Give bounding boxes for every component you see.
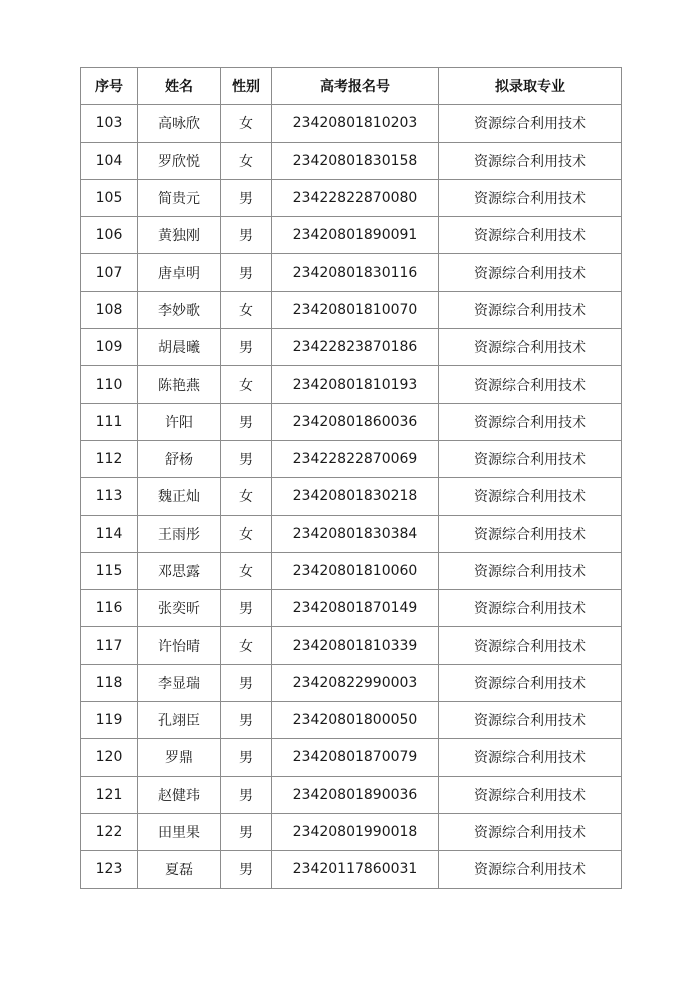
cell-serial-no: 109	[81, 329, 138, 366]
cell-major: 资源综合利用技术	[439, 142, 622, 179]
cell-major: 资源综合利用技术	[439, 179, 622, 216]
cell-major: 资源综合利用技术	[439, 515, 622, 552]
cell-serial-no: 121	[81, 776, 138, 813]
cell-serial-no: 111	[81, 403, 138, 440]
cell-major: 资源综合利用技术	[439, 478, 622, 515]
cell-major: 资源综合利用技术	[439, 739, 622, 776]
table-row	[81, 515, 622, 552]
cell-exam-id: 23422822870069	[272, 440, 439, 477]
cell-gender: 男	[221, 851, 272, 888]
cell-serial-no: 106	[81, 217, 138, 254]
table-row	[81, 739, 622, 776]
cell-name: 唐卓明	[138, 254, 221, 291]
cell-exam-id: 23420801810070	[272, 291, 439, 328]
table-body	[81, 105, 622, 888]
cell-serial-no: 103	[81, 105, 138, 142]
cell-major: 资源综合利用技术	[439, 403, 622, 440]
cell-major: 资源综合利用技术	[439, 813, 622, 850]
cell-serial-no: 119	[81, 702, 138, 739]
cell-serial-no: 114	[81, 515, 138, 552]
cell-name: 罗鼎	[138, 739, 221, 776]
cell-serial-no: 110	[81, 366, 138, 403]
cell-name: 田里果	[138, 813, 221, 850]
cell-exam-id: 23420801830384	[272, 515, 439, 552]
cell-gender: 女	[221, 142, 272, 179]
cell-name: 王雨彤	[138, 515, 221, 552]
cell-exam-id: 23420801860036	[272, 403, 439, 440]
cell-serial-no: 112	[81, 440, 138, 477]
table-header-row	[81, 68, 622, 105]
cell-major: 资源综合利用技术	[439, 254, 622, 291]
header-name: 姓名	[138, 68, 221, 105]
cell-exam-id: 23420801810060	[272, 552, 439, 589]
cell-major: 资源综合利用技术	[439, 664, 622, 701]
cell-exam-id: 23420822990003	[272, 664, 439, 701]
cell-serial-no: 117	[81, 627, 138, 664]
table-row	[81, 664, 622, 701]
cell-serial-no: 108	[81, 291, 138, 328]
cell-serial-no: 105	[81, 179, 138, 216]
header-gender: 性别	[221, 68, 272, 105]
table-row	[81, 590, 622, 627]
cell-major: 资源综合利用技术	[439, 776, 622, 813]
cell-gender: 女	[221, 366, 272, 403]
table-row	[81, 813, 622, 850]
cell-gender: 女	[221, 552, 272, 589]
cell-serial-no: 120	[81, 739, 138, 776]
cell-name: 李显瑞	[138, 664, 221, 701]
cell-major: 资源综合利用技术	[439, 702, 622, 739]
cell-serial-no: 113	[81, 478, 138, 515]
cell-gender: 男	[221, 179, 272, 216]
cell-major: 资源综合利用技术	[439, 366, 622, 403]
cell-major: 资源综合利用技术	[439, 552, 622, 589]
cell-name: 舒杨	[138, 440, 221, 477]
table-row	[81, 776, 622, 813]
cell-serial-no: 115	[81, 552, 138, 589]
cell-exam-id: 23420801890091	[272, 217, 439, 254]
cell-major: 资源综合利用技术	[439, 217, 622, 254]
cell-serial-no: 123	[81, 851, 138, 888]
admission-roster-table	[80, 67, 622, 889]
cell-name: 张奕昕	[138, 590, 221, 627]
cell-exam-id: 23420801800050	[272, 702, 439, 739]
cell-name: 黄独刚	[138, 217, 221, 254]
cell-exam-id: 23420801810339	[272, 627, 439, 664]
cell-gender: 男	[221, 776, 272, 813]
cell-exam-id: 23420801830218	[272, 478, 439, 515]
table-row	[81, 440, 622, 477]
cell-major: 资源综合利用技术	[439, 627, 622, 664]
cell-exam-id: 23422823870186	[272, 329, 439, 366]
table-row	[81, 403, 622, 440]
cell-gender: 男	[221, 739, 272, 776]
cell-major: 资源综合利用技术	[439, 105, 622, 142]
table-row	[81, 851, 622, 888]
table-row	[81, 702, 622, 739]
cell-gender: 女	[221, 105, 272, 142]
cell-gender: 男	[221, 702, 272, 739]
cell-gender: 女	[221, 478, 272, 515]
table-row	[81, 179, 622, 216]
table-row	[81, 291, 622, 328]
cell-name: 许怡晴	[138, 627, 221, 664]
cell-name: 魏正灿	[138, 478, 221, 515]
cell-major: 资源综合利用技术	[439, 329, 622, 366]
cell-name: 胡晨曦	[138, 329, 221, 366]
cell-exam-id: 23420801990018	[272, 813, 439, 850]
cell-gender: 男	[221, 440, 272, 477]
cell-exam-id: 23420801870149	[272, 590, 439, 627]
cell-gender: 男	[221, 664, 272, 701]
header-serial-no: 序号	[81, 68, 138, 105]
cell-name: 夏磊	[138, 851, 221, 888]
cell-name: 高咏欣	[138, 105, 221, 142]
cell-exam-id: 23420801870079	[272, 739, 439, 776]
cell-exam-id: 23420801890036	[272, 776, 439, 813]
cell-exam-id: 23420117860031	[272, 851, 439, 888]
cell-serial-no: 118	[81, 664, 138, 701]
cell-name: 赵健玮	[138, 776, 221, 813]
cell-exam-id: 23420801810193	[272, 366, 439, 403]
cell-name: 邓思露	[138, 552, 221, 589]
table-row	[81, 627, 622, 664]
cell-gender: 女	[221, 515, 272, 552]
cell-serial-no: 104	[81, 142, 138, 179]
cell-serial-no: 116	[81, 590, 138, 627]
cell-exam-id: 23420801830158	[272, 142, 439, 179]
cell-name: 许阳	[138, 403, 221, 440]
cell-exam-id: 23420801810203	[272, 105, 439, 142]
cell-major: 资源综合利用技术	[439, 291, 622, 328]
cell-gender: 男	[221, 254, 272, 291]
cell-gender: 女	[221, 291, 272, 328]
cell-name: 陈艳燕	[138, 366, 221, 403]
cell-serial-no: 107	[81, 254, 138, 291]
cell-name: 简贵元	[138, 179, 221, 216]
cell-exam-id: 23422822870080	[272, 179, 439, 216]
table-row	[81, 105, 622, 142]
cell-name: 李妙歌	[138, 291, 221, 328]
cell-gender: 男	[221, 403, 272, 440]
cell-major: 资源综合利用技术	[439, 851, 622, 888]
table-row	[81, 478, 622, 515]
cell-name: 孔翊臣	[138, 702, 221, 739]
table-row	[81, 366, 622, 403]
cell-name: 罗欣悦	[138, 142, 221, 179]
header-exam-id: 高考报名号	[272, 68, 439, 105]
cell-major: 资源综合利用技术	[439, 590, 622, 627]
table-row	[81, 329, 622, 366]
table-row	[81, 254, 622, 291]
table-row	[81, 142, 622, 179]
cell-major: 资源综合利用技术	[439, 440, 622, 477]
cell-serial-no: 122	[81, 813, 138, 850]
cell-gender: 女	[221, 627, 272, 664]
cell-gender: 男	[221, 590, 272, 627]
header-major: 拟录取专业	[439, 68, 622, 105]
cell-gender: 男	[221, 329, 272, 366]
table-row	[81, 552, 622, 589]
table-row	[81, 217, 622, 254]
cell-gender: 男	[221, 813, 272, 850]
cell-gender: 男	[221, 217, 272, 254]
cell-exam-id: 23420801830116	[272, 254, 439, 291]
